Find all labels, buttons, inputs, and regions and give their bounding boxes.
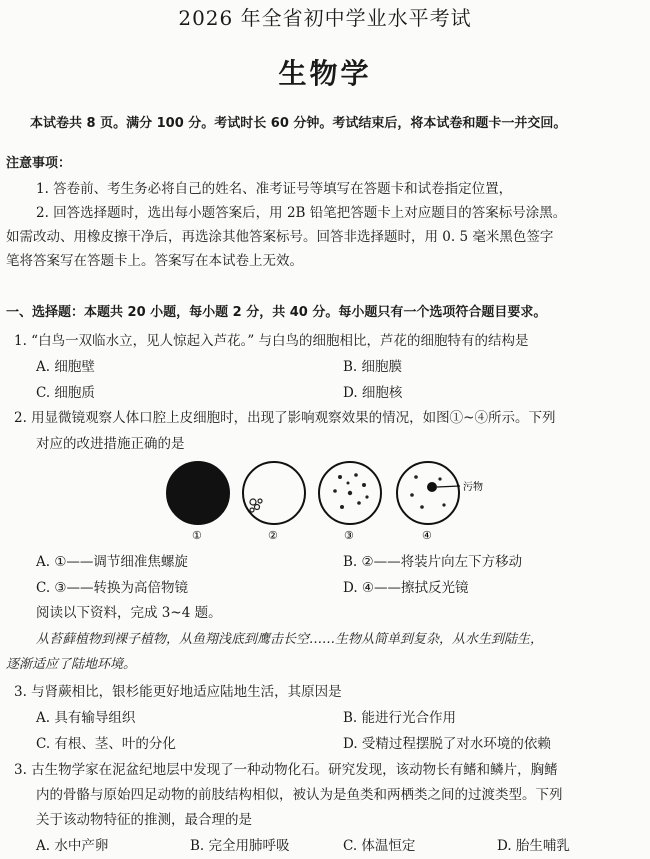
q3-option-a: A. 具有输导组织: [36, 710, 136, 726]
q2-stem-2: 对应的改进措施正确的是: [36, 436, 185, 452]
notice-line-1: 1. 答卷前、考生务必将自己的姓名、准考证号等填写在答题卡和试卷指定位置，: [36, 181, 513, 197]
view-2-cells: [250, 499, 262, 512]
notice-heading: 注意事项：: [6, 156, 72, 171]
q1-option-b: B. 细胞膜: [343, 359, 403, 375]
q3-option-b: B. 能进行光合作用: [343, 710, 457, 726]
view-1-dark: [167, 462, 229, 524]
view-4: [397, 462, 459, 524]
q1-option-d: D. 细胞核: [343, 385, 403, 401]
view-4-cells: [410, 475, 445, 509]
q4-stem-2: 内的骨骼与原始四足动物的前肢结构相似，被认为是鱼类和两栖类之间的过渡类型。下列: [36, 787, 563, 803]
q1-stem: 1. “白鸟一双临水立，见人惊起入芦花。” 与白鸟的细胞相比，芦花的细胞特有的结构是: [14, 333, 529, 349]
notice-line-2a: 2. 回答选择题时，选出每小题答案后，用 2B 铅笔把答题卡上对应题目的答案标号涂黑。: [36, 205, 567, 221]
q4-option-a: A. 水中产卵: [36, 838, 109, 854]
dirt-spot: [427, 482, 437, 492]
section-heading: 一、选择题：本题共 20 小题，每小题 2 分，共 40 分。每小题只有一个选项符合题目要求。: [6, 305, 547, 320]
q2-option-c: C. ③——转换为高倍物镜: [36, 580, 189, 596]
exam-intro: 本试卷共 8 页。满分 100 分。考试时长 60 分钟。考试结束后，将本试卷和题卡一并交回。: [30, 116, 567, 131]
fig-note-label: 污物: [463, 482, 483, 493]
q4-option-b: B. 完全用肺呼吸: [190, 838, 290, 854]
exam-title: 2026 年全省初中学业水平考试: [178, 6, 472, 30]
q2-stem-1: 2. 用显微镜观察人体口腔上皮细胞时，出现了影响观察效果的情况，如图①~④所示。下列: [14, 410, 556, 426]
view-3-cells: [333, 473, 368, 509]
notice-line-2c: 笔将答案写在答题卡上。答案写在本试卷上无效。: [6, 253, 303, 269]
reading-paragraph-2: 逐渐适应了陆地环境。: [6, 657, 137, 672]
reading-lead: 阅读以下资料，完成 3~4 题。: [36, 605, 222, 621]
q4-option-c: C. 体温恒定: [343, 838, 416, 854]
view-2: [243, 462, 305, 524]
q4-option-d: D. 胎生哺乳: [497, 838, 570, 854]
q1-option-a: A. 细胞壁: [36, 359, 95, 375]
q3-stem: 3. 与肾蕨相比，银杉能更好地适应陆地生活，其原因是: [14, 684, 342, 700]
fig-label-4: ④: [422, 529, 432, 542]
q4-stem-3: 关于该动物特征的推测，最合理的是: [36, 812, 252, 828]
fig-label-3: ③: [344, 529, 354, 542]
fig-label-2: ②: [268, 529, 278, 542]
fig-label-1: ①: [192, 529, 202, 542]
q3-option-d: D. 受精过程摆脱了对水环境的依赖: [343, 736, 551, 752]
q2-option-b: B. ②——将装片向左下方移动: [343, 554, 523, 570]
subject-title: 生物学: [278, 57, 372, 90]
microscope-figure: [160, 455, 500, 545]
q4-stem-1: 3. 古生物学家在泥盆纪地层中发现了一种动物化石。研究发现，该动物长有鳍和鳞片，胸鳍: [14, 762, 558, 778]
q2-option-d: D. ④——擦拭反光镜: [343, 580, 469, 596]
q2-option-a: A. ①——调节细准焦螺旋: [36, 554, 188, 570]
q3-option-c: C. 有根、茎、叶的分化: [36, 736, 176, 752]
q1-option-c: C. 细胞质: [36, 385, 95, 401]
reading-paragraph-1: 从苔藓植物到裸子植物，从鱼翔浅底到鹰击长空……生物从简单到复杂，从水生到陆生，: [36, 632, 544, 647]
notice-line-2b: 如需改动、用橡皮擦干净后，再选涂其他答案标号。回答非选择题时，用 0. 5 毫米黑色签字: [6, 229, 554, 245]
